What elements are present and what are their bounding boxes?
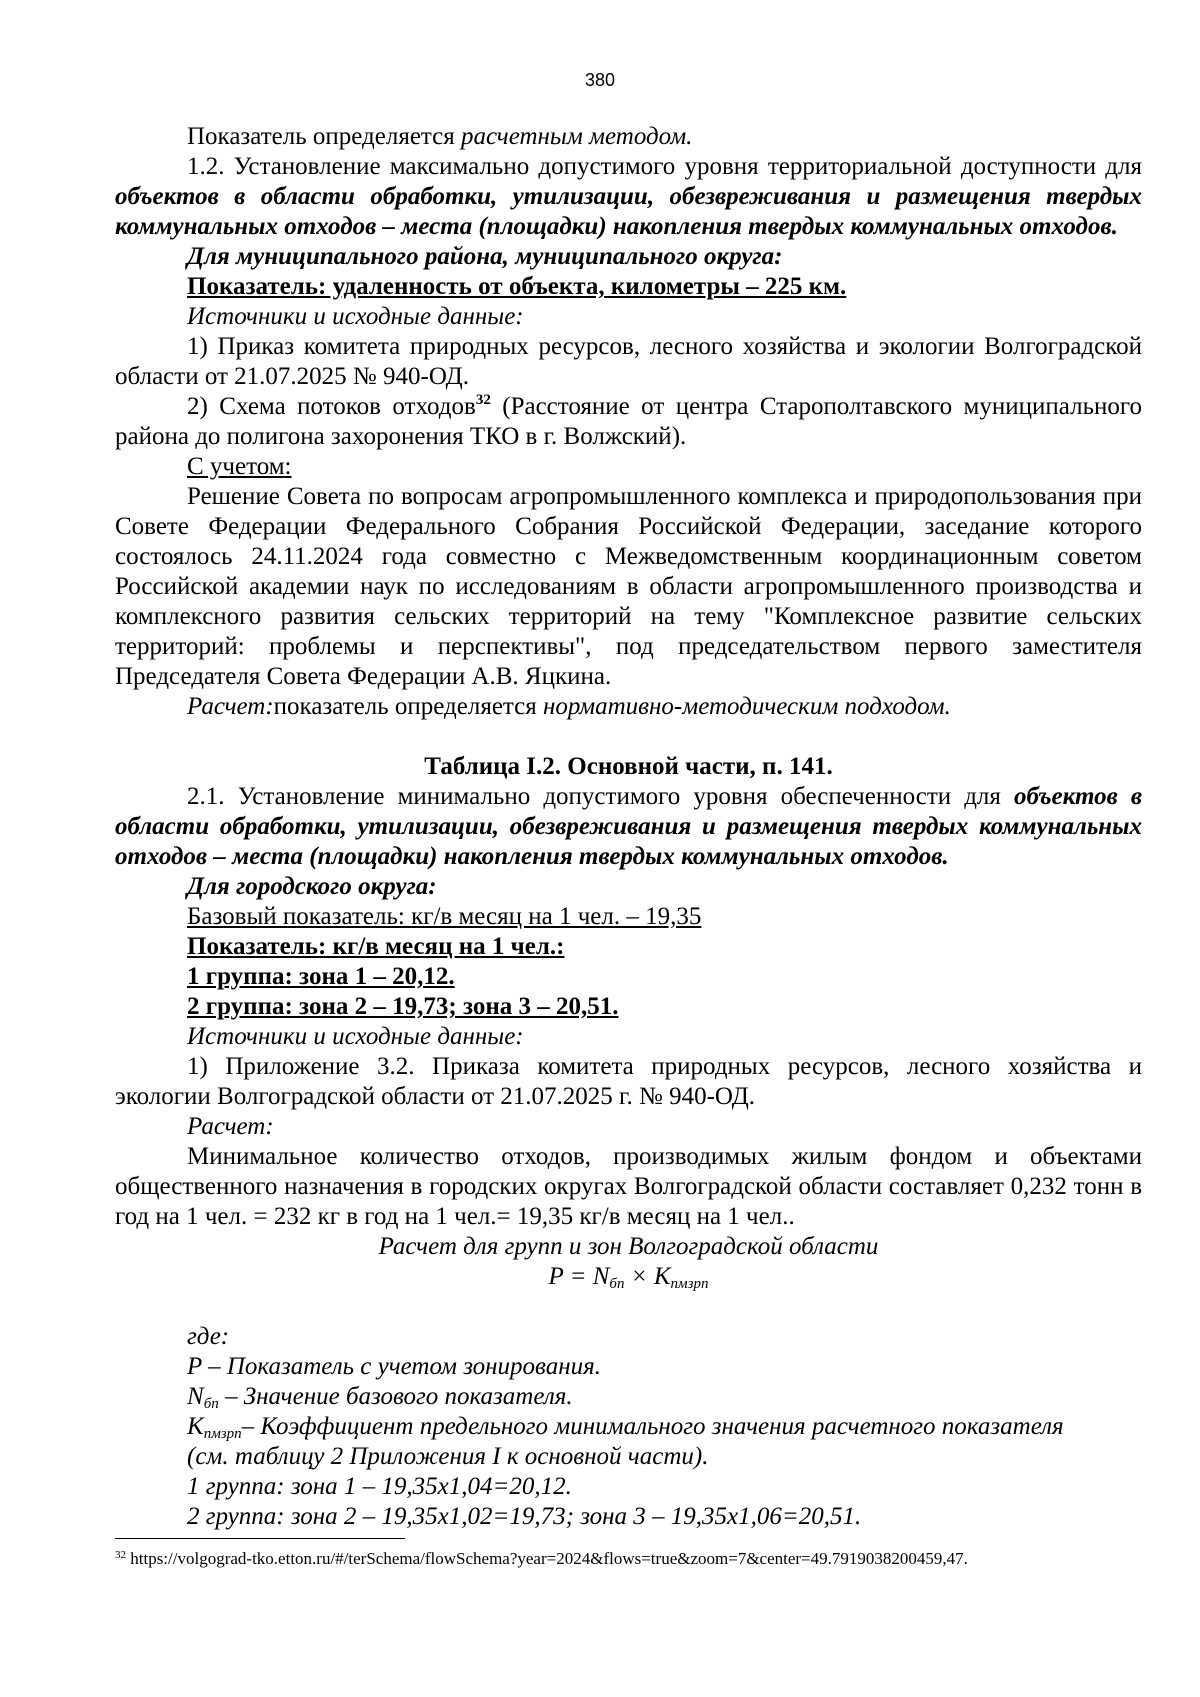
- group-1-line: [115, 962, 1142, 992]
- formula-subscript: бп: [609, 1276, 625, 1292]
- text-run: Показатель определяется: [187, 123, 461, 150]
- text-run: N: [187, 1383, 204, 1410]
- paragraph-min-waste: Минимальное количество отходов, производимых жилым фондом и объектами общественного назначения в городских округах Волгоградской области составляет 0,232 тонн в год на 1 чел. = 232 кг в год на 1 чел.= 19,35 кг/в месяц на 1 чел..: [115, 1143, 1142, 1230]
- subheading-urban: Для городского округа:: [187, 873, 437, 900]
- group-1-value: 1 группа: зона 1 – 20,12.: [187, 963, 455, 990]
- text-run: 2) Схема потоков отходов: [187, 393, 476, 420]
- calculation-label: Расчет:: [187, 1113, 274, 1140]
- group-2-value: 2 группа: зона 2 – 19,73; зона 3 – 20,51.: [187, 993, 619, 1020]
- paragraph-2-1: [115, 782, 1142, 872]
- spacer: [115, 722, 1142, 752]
- definition-k-note: (см. таблицу 2 Приложения I к основной части).: [187, 1443, 709, 1470]
- definition-p: P – Показатель с учетом зонирования.: [187, 1353, 601, 1380]
- definition-k: [115, 1412, 1142, 1442]
- calc-group-1: 1 группа: зона 1 – 19,35х1,04=20,12.: [187, 1473, 572, 1500]
- formula-part: P = N: [548, 1263, 610, 1290]
- page-number: 380: [584, 70, 616, 90]
- base-indicator: Базовый показатель: кг/в месяц на 1 чел. – 19,35: [187, 903, 702, 930]
- text-run: – Коэффициент предельного минимального значения расчетного показателя: [241, 1413, 1064, 1440]
- formula: [115, 1262, 1142, 1292]
- source-item-1: 1) Приложение 3.2. Приказа комитета природных ресурсов, лесного хозяйства и экологии Волгоградской области от 21.07.2025 г. № 940-ОД.: [115, 1053, 1142, 1110]
- text-run: K: [187, 1413, 204, 1440]
- source-item-1: 1) Приказ комитета природных ресурсов, лесного хозяйства и экологии Волгоградской области от 21.07.2025 № 940-ОД.: [115, 333, 1142, 390]
- paragraph-decision: Решение Совета по вопросам агропромышленного комплекса и природопользования при Совете Федерации Федерального Собрания Российской Федерации, заседание которого состоялось 24.11.2024 года совместно с Межведомственным координационным советом Российской академии наук по исследованиям в области агропромышленного производства и комплексного развития сельских территорий на тему "Комплексное развитие сельских территорий: проблемы и перспективы", под председательством первого заместителя Председателя Совета Федерации А.В. Яцкина.: [115, 483, 1142, 690]
- calc-group-2: 2 группа: зона 2 – 19,35х1,02=19,73; зона 3 – 19,35х1,06=20,51.: [187, 1503, 862, 1530]
- text-run-bold-italic: объектов в области обработки, утилизации, обезвреживания и размещения твердых коммунальных отходов – места (площадки) накопления твердых коммунальных отходов.: [115, 783, 1142, 870]
- text-run-bold-italic: объектов в области обработки, утилизации, обезвреживания и размещения твердых коммунальных отходов – места (площадки) накопления твердых коммунальных отходов.: [115, 183, 1142, 240]
- subscript: бп: [203, 1396, 219, 1412]
- footnote-url: https://volgograd-tko.etton.ru/#/terSchema/flowSchema?year=2024&flows=true&zoom=7&center=49.7919038200459,47.: [126, 1549, 968, 1568]
- source-item-2: [115, 392, 1142, 452]
- base-indicator-line: [115, 902, 1142, 932]
- footnote-ref: 32: [475, 392, 491, 408]
- text-run-italic: Расчет:: [187, 693, 274, 720]
- paragraph-1-2: [115, 152, 1142, 242]
- text-run: показатель определяется: [273, 693, 543, 720]
- sources-label: Источники и исходные данные:: [187, 1023, 524, 1050]
- text-run: 1.2. Установление максимально допустимого уровня территориальной доступности для: [187, 153, 1142, 180]
- indicator-line: [115, 272, 1142, 302]
- indicator-label: Показатель: кг/в месяц на 1 чел.:: [187, 933, 565, 960]
- calculation-line: [115, 692, 1142, 722]
- subheading-municipal: Для муниципального района, муниципального округа:: [187, 243, 783, 270]
- formula-title: Расчет для групп и зон Волгоградской области: [378, 1233, 879, 1260]
- formula-part: × K: [624, 1263, 671, 1290]
- footnote-separator: [115, 1538, 405, 1539]
- sources-label: Источники и исходные данные:: [187, 303, 524, 330]
- subscript: пмзрп: [203, 1426, 242, 1442]
- where-label: где:: [187, 1323, 230, 1350]
- text-run: (Расстояние от центра Старополтавского муниципального района до полигона захоронения ТКО в г. Волжский).: [115, 393, 1142, 450]
- paragraph-method: [115, 122, 1142, 152]
- formula-subscript: пмзрп: [670, 1276, 709, 1292]
- footnote: [115, 1548, 1155, 1570]
- indicator-line: [115, 932, 1142, 962]
- table-heading: Таблица I.2. Основной части, п. 141.: [424, 753, 833, 780]
- text-run: 2.1. Установление минимально допустимого уровня обеспеченности для: [187, 783, 1014, 810]
- text-run-italic: нормативно-методическим подходом.: [543, 693, 951, 720]
- page-body: [115, 122, 1142, 1532]
- text-run-italic: расчетным методом.: [461, 123, 693, 150]
- definition-n: [115, 1382, 1142, 1412]
- considering-label: С учетом:: [187, 453, 292, 480]
- footnote-number: 32: [115, 1549, 126, 1561]
- text-run: – Значение базового показателя.: [218, 1383, 573, 1410]
- indicator-distance: Показатель: удаленность от объекта, километры – 225 км.: [187, 273, 847, 300]
- group-2-line: [115, 992, 1142, 1022]
- spacer: [115, 1292, 1142, 1322]
- considering-line: [115, 452, 1142, 482]
